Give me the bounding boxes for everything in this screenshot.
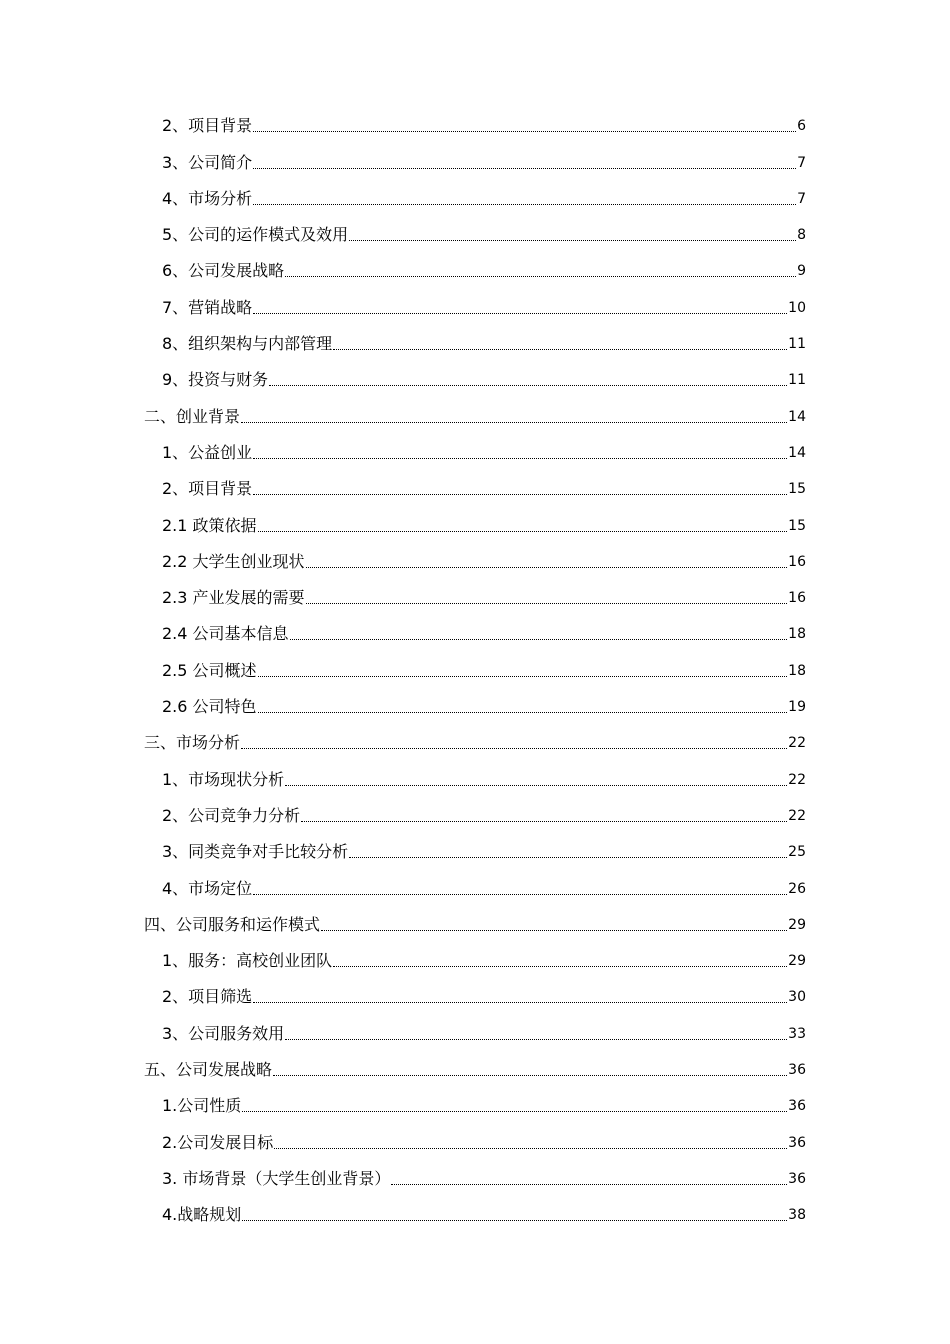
toc-dot-leader [285,276,796,277]
toc-entry-title: 2、公司竞争力分析 [162,805,301,825]
toc-entry[interactable] [0,1087,950,1123]
toc-dot-leader [241,422,787,423]
toc-entry[interactable] [0,579,950,615]
toc-dot-leader [253,204,796,205]
toc-entry-title: 7、营销战略 [162,297,253,317]
toc-entry-page-number: 29 [788,953,806,970]
toc-dot-leader [285,1039,787,1040]
toc-dot-leader [258,676,788,677]
toc-entry-title: 8、组织架构与内部管理 [162,334,333,354]
toc-entry-title: 1、市场现状分析 [162,769,285,789]
toc-entry-title: 1、服务：高校创业团队 [162,951,333,971]
toc-entry-page-number: 9 [797,263,806,280]
toc-entry[interactable] [0,797,950,833]
toc-entry-page-number: 30 [788,989,806,1006]
toc-dot-leader [253,894,787,895]
toc-dot-leader [253,313,787,314]
toc-entry-page-number: 36 [788,1170,806,1187]
toc-entry-page-number: 10 [788,299,806,316]
toc-dot-leader [285,785,787,786]
toc-dot-leader [306,603,788,604]
toc-entry-page-number: 26 [788,880,806,897]
table-of-contents [0,107,950,1232]
toc-entry-title: 5、公司的运作模式及效用 [162,225,349,245]
toc-entry-title: 9、投资与财务 [162,370,269,390]
toc-dot-leader [290,639,788,640]
toc-entry-page-number: 8 [797,227,806,244]
toc-dot-leader [253,494,787,495]
toc-entry[interactable] [0,1160,950,1196]
toc-entry-page-number: 29 [788,916,806,933]
toc-entry-title: 1、公益创业 [162,442,253,462]
toc-entry[interactable] [0,1051,950,1087]
toc-entry-title: 2.2 大学生创业现状 [162,551,305,571]
toc-entry[interactable] [0,1123,950,1159]
toc-entry-title: 2、项目背景 [162,116,253,136]
toc-entry-page-number: 25 [788,844,806,861]
toc-entry-title: 1.公司性质 [162,1096,242,1116]
toc-entry-page-number: 18 [788,626,806,643]
toc-entry[interactable] [0,288,950,324]
toc-entry-page-number: 18 [788,662,806,679]
toc-entry[interactable] [0,361,950,397]
toc-dot-leader [349,240,796,241]
toc-entry[interactable] [0,180,950,216]
toc-dot-leader [253,131,796,132]
toc-entry[interactable] [0,543,950,579]
toc-entry-page-number: 14 [788,408,806,425]
toc-entry-page-number: 7 [797,154,806,171]
toc-entry-page-number: 16 [788,590,806,607]
toc-entry-page-number: 7 [797,190,806,207]
toc-entry[interactable] [0,688,950,724]
toc-entry-page-number: 14 [788,444,806,461]
toc-entry[interactable] [0,216,950,252]
toc-entry-title: 2、项目背景 [162,479,253,499]
toc-dot-leader [253,168,796,169]
toc-entry-page-number: 22 [788,735,806,752]
toc-entry[interactable] [0,434,950,470]
toc-entry-title: 五、公司发展战略 [144,1060,273,1080]
toc-entry-page-number: 22 [788,771,806,788]
toc-entry[interactable] [0,107,950,143]
toc-entry[interactable] [0,906,950,942]
toc-entry-page-number: 36 [788,1098,806,1115]
toc-dot-leader [269,385,787,386]
toc-entry[interactable] [0,1196,950,1232]
toc-dot-leader [306,567,788,568]
toc-dot-leader [301,821,787,822]
toc-entry-title: 4.战略规划 [162,1205,242,1225]
toc-entry-title: 6、公司发展战略 [162,261,285,281]
toc-dot-leader [333,966,787,967]
toc-entry[interactable] [0,506,950,542]
toc-entry-title: 二、创业背景 [144,406,241,426]
toc-entry-page-number: 19 [788,699,806,716]
toc-dot-leader [321,930,787,931]
toc-entry-page-number: 15 [788,517,806,534]
toc-entry-title: 三、市场分析 [144,733,241,753]
toc-entry-page-number: 11 [788,372,806,389]
toc-entry-page-number: 36 [788,1134,806,1151]
toc-dot-leader [273,1075,787,1076]
toc-entry[interactable] [0,833,950,869]
toc-dot-leader [253,458,787,459]
toc-dot-leader [391,1184,787,1185]
toc-entry[interactable] [0,252,950,288]
toc-entry-page-number: 33 [788,1025,806,1042]
toc-dot-leader [241,748,787,749]
toc-entry[interactable] [0,869,950,905]
toc-entry-title: 4、市场定位 [162,878,253,898]
toc-entry-title: 2.6 公司特色 [162,697,257,717]
toc-entry-page-number: 36 [788,1062,806,1079]
toc-dot-leader [242,1220,787,1221]
toc-entry[interactable] [0,760,950,796]
toc-dot-leader [333,349,787,350]
toc-entry-title: 2.5 公司概述 [162,660,257,680]
toc-entry-title: 3. 市场背景（大学生创业背景） [162,1168,391,1188]
toc-entry-page-number: 22 [788,807,806,824]
toc-entry[interactable] [0,942,950,978]
toc-dot-leader [253,1002,787,1003]
toc-entry[interactable] [0,724,950,760]
toc-entry-title: 2、项目筛选 [162,987,253,1007]
toc-entry-title: 3、同类竞争对手比较分析 [162,842,349,862]
toc-entry[interactable] [0,397,950,433]
toc-entry-page-number: 6 [797,118,806,135]
toc-entry[interactable] [0,615,950,651]
toc-dot-leader [274,1148,787,1149]
toc-entry-title: 3、公司简介 [162,152,253,172]
toc-dot-leader [349,857,787,858]
toc-entry-title: 4、市场分析 [162,188,253,208]
toc-entry-title: 3、公司服务效用 [162,1023,285,1043]
toc-entry-title: 2.3 产业发展的需要 [162,588,305,608]
toc-entry-title: 四、公司服务和运作模式 [144,914,321,934]
toc-entry-page-number: 16 [788,553,806,570]
toc-entry[interactable] [0,470,950,506]
toc-entry[interactable] [0,651,950,687]
toc-entry-title: 2.4 公司基本信息 [162,624,289,644]
toc-entry-title: 2.1 政策依据 [162,515,257,535]
toc-entry[interactable] [0,325,950,361]
toc-dot-leader [258,531,788,532]
toc-dot-leader [242,1111,787,1112]
toc-entry-page-number: 15 [788,481,806,498]
toc-entry[interactable] [0,978,950,1014]
toc-dot-leader [258,712,788,713]
toc-entry-title: 2.公司发展目标 [162,1132,274,1152]
toc-entry-page-number: 11 [788,336,806,353]
toc-entry-page-number: 38 [788,1207,806,1224]
toc-entry[interactable] [0,143,950,179]
toc-entry[interactable] [0,1014,950,1050]
